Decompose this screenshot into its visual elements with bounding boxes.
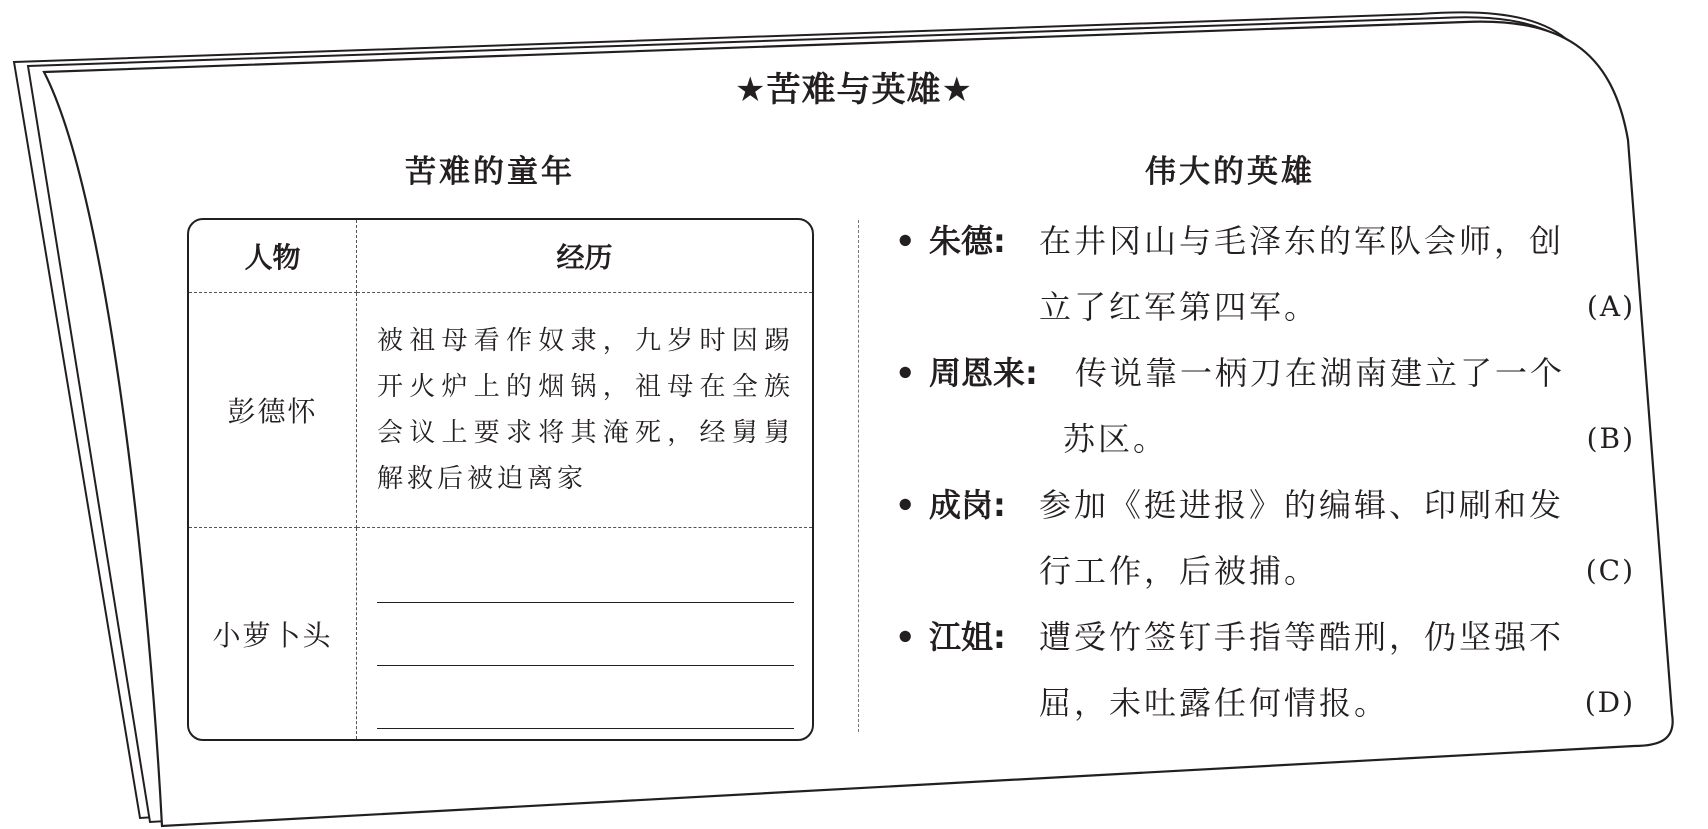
bullet-icon: • <box>895 222 916 260</box>
answer-blank-line[interactable] <box>377 617 794 666</box>
hero-name: 朱德: <box>929 222 1006 260</box>
hero-description-line1: 传说靠一柄刀在湖南建立了一个 <box>1075 354 1566 392</box>
hero-description-line2: 行工作，后被捕。 <box>1039 552 1320 590</box>
header-person: 人物 <box>189 220 357 293</box>
bullet-icon: • <box>895 354 916 392</box>
person-cell: 小萝卜头 <box>189 528 357 739</box>
answer-blank-line[interactable] <box>377 680 794 729</box>
hero-description-line2: 立了红军第四军。 <box>1039 288 1320 326</box>
option-label: (D) <box>1584 686 1635 719</box>
hero-description-line1: 遭受竹签钉手指等酷刑，仍坚强不 <box>1039 618 1565 656</box>
bullet-icon: • <box>895 618 916 656</box>
header-experience: 经历 <box>357 220 812 293</box>
hero-item-jiang-jie <box>895 604 1635 736</box>
column-divider <box>858 220 859 732</box>
hero-item-zhou-enlai <box>895 340 1635 472</box>
hero-name: 周恩来: <box>929 354 1038 392</box>
answer-blank-line[interactable] <box>377 554 794 603</box>
table-row <box>189 293 812 528</box>
hero-name: 江姐: <box>929 618 1006 656</box>
hero-description-line1: 在井冈山与毛泽东的军队会师，创 <box>1039 222 1565 260</box>
option-label: (C) <box>1585 554 1635 587</box>
option-label: (B) <box>1586 422 1635 455</box>
hardship-table <box>187 218 814 741</box>
hero-description-line2: 苏区。 <box>1063 420 1169 458</box>
hero-item-cheng-gang <box>895 472 1635 604</box>
table-header-row <box>189 220 812 293</box>
hero-description-line1: 参加《挺进报》的编辑、印刷和发 <box>1039 486 1565 524</box>
hero-description-line2: 屈，未吐露任何情报。 <box>1039 684 1390 722</box>
answer-blank-cell[interactable] <box>357 528 812 739</box>
person-cell: 彭德怀 <box>189 293 357 528</box>
hero-name: 成岗: <box>929 486 1006 524</box>
bullet-icon: • <box>895 486 916 524</box>
left-column-heading: 苦难的童年 <box>405 154 575 190</box>
hero-item-zhu-de <box>895 208 1635 340</box>
experience-cell: 被祖母看作奴隶，九岁时因踢开火炉上的烟锅，祖母在全族会议上要求将其淹死，经舅舅解救后被迫离家 <box>357 293 812 528</box>
option-label: (A) <box>1586 290 1635 323</box>
page-title: ★苦难与英雄★ <box>735 70 973 110</box>
table-row <box>189 528 812 739</box>
right-column-heading: 伟大的英雄 <box>1145 154 1315 190</box>
